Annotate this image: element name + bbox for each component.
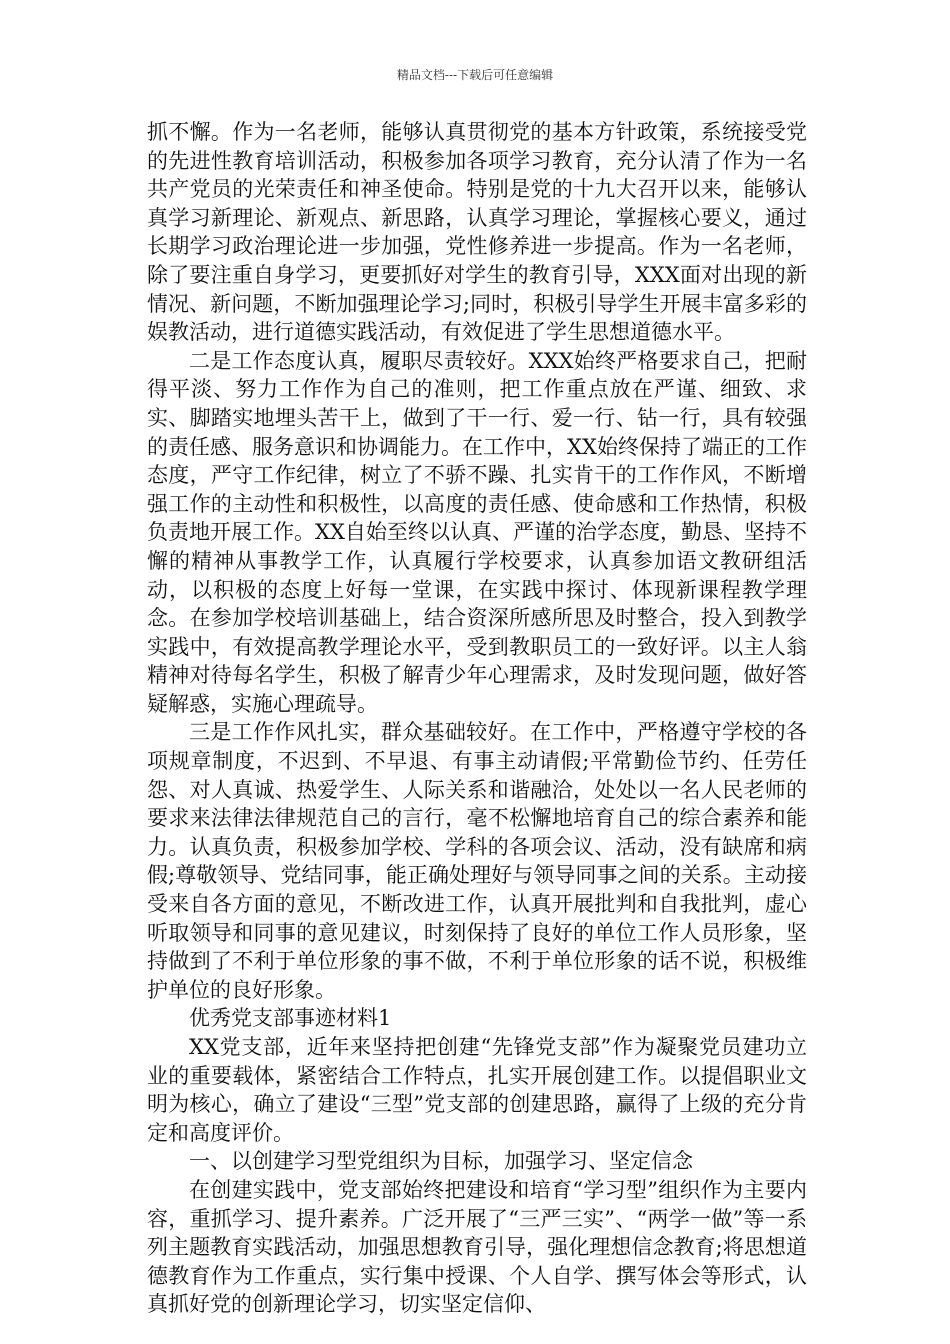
subsection-heading: 一、以创建学习型党组织为目标，加强学习、坚定信念 [189, 1149, 693, 1174]
paragraph-learning: 在创建实践中，党支部始终把建设和培育“学习型”组织作为主要内容，重抓学习、提升素养。广泛开展了“三严三实”、“两学一做”等一系列主题教育实践活动，加强思想教育引导，强化理想信念教育;将思想道德教育作为工作重点，实行集中授课、个人自学、撰写体会等形式，认真抓好党的创新理论学习，切实坚定信仰、 [147, 1177, 807, 1317]
paragraph-branch-intro: XX党支部，近年来坚持把创建“先锋党支部”作为凝聚党员建功立业的重要载体，紧密结合工作特点，扎实开展创建工作。以提倡职业文明为核心，确立了建设“三型”党支部的创建思路，赢得了上级的充分肯定和高度评价。 [147, 1035, 807, 1145]
paragraph-continuation: 抓不懈。作为一名老师，能够认真贯彻党的基本方针政策，系统接受党的先进性教育培训活动，积极参加各项学习教育，充分认清了作为一名共产党员的光荣责任和神圣使命。特别是党的十九大召开以来，能够认真学习新理论、新观点、新思路，认真学习理论，掌握核心要义，通过长期学习政治理论进一步加强，党性修养进一步提高。作为一名老师，除了要注重自身学习，更要抓好对学生的教育引导，XXX面对出现的新情况、新问题，不断加强理论学习;同时，积极引导学生开展丰富多彩的娱教活动，进行道德实践活动，有效促进了学生思想道德水平。 [147, 120, 807, 345]
page-header: 精品文档---下载后可任意编辑 [396, 68, 554, 82]
document-body [147, 118, 807, 1319]
paragraph-work-style: 三是工作作风扎实，群众基础较好。在工作中，严格遵守学校的各项规章制度，不迟到、不早退、有事主动请假;平常勤俭节约、任劳任怨、对人真诚、热爱学生、人际关系和谐融洽，处处以一名人民老师的要求来法律法律规范自己的言行，毫不松懈地培育自己的综合素养和能力。认真负责，积极参加学校、学科的各项会议、活动，没有缺席和病假;尊敬领导、党结同事，能正确处理好与领导同事之间的关系。主动接受来自各方面的意见，不断改进工作，认真开展批判和自我批判，虚心听取领导和同事的意见建议，时刻保持了良好的单位工作人员形象，坚持做到了不利于单位形象的事不做，不利于单位形象的话不说，积极维护单位的良好形象。 [147, 720, 807, 1002]
section-title: 优秀党支部事迹材料1 [189, 1006, 392, 1031]
paragraph-work-attitude: 二是工作态度认真，履职尽责较好。XXX始终严格要求自己，把耐得平淡、努力工作作为自己的准则，把工作重点放在严谨、细致、求实、脚踏实地埋头苦干上，做到了干一行、爱一行、钻一行，具有较强的责任感、服务意识和协调能力。在工作中，XX始终保持了端正的工作态度，严守工作纪律，树立了不骄不躁、扎实肯干的工作作风，不断增强工作的主动性和积极性，以高度的责任感、使命感和工作热情，积极负责地开展工作。XX自始至终以认真、严谨的治学态度，勤恳、坚持不懈的精神从事教学工作，认真履行学校要求，认真参加语文教研组活动，以积极的态度上好每一堂课，在实践中探讨、体现新课程教学理念。在参加学校培训基础上，结合资深所感所思及时整合，投入到教学实践中，有效提高教学理论水平，受到教职员工的一致好评。以主人翁精神对待每名学生，积极了解青少年心理需求，及时发现问题，做好答疑解惑，实施心理疏导。 [147, 348, 807, 716]
